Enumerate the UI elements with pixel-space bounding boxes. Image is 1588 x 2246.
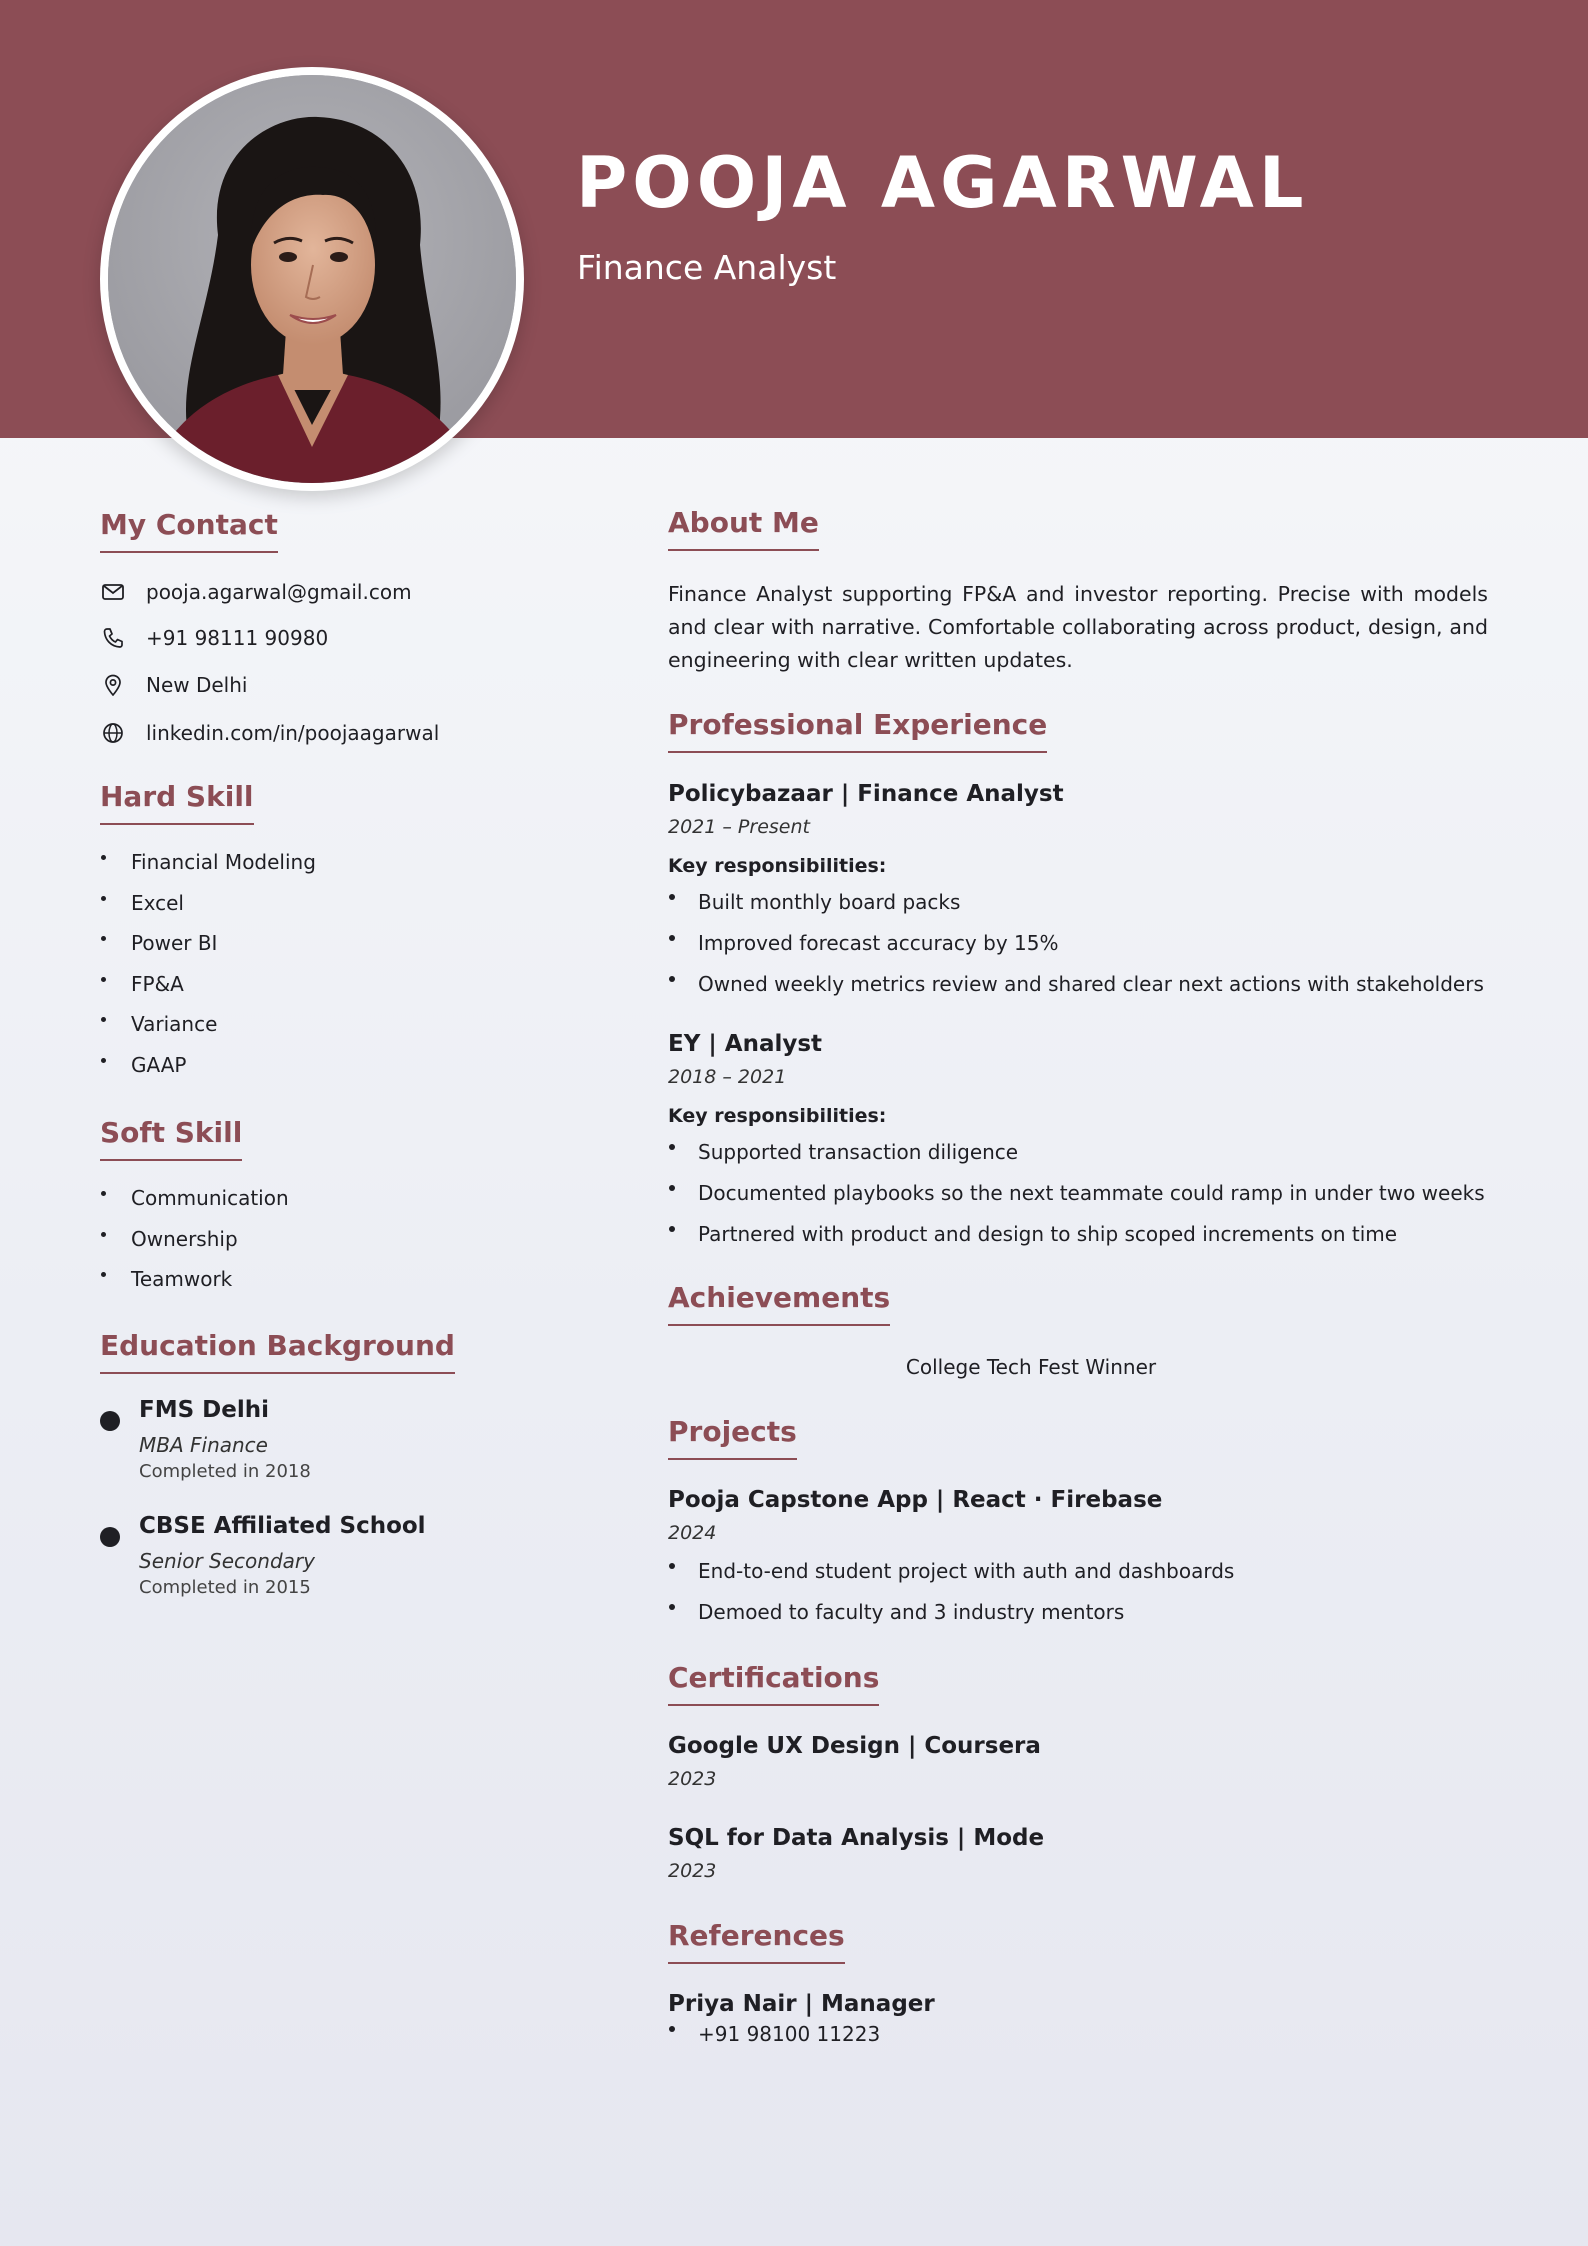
contact-section-title: My Contact [100, 508, 278, 553]
projects-section-title: Projects [668, 1415, 797, 1460]
list-item: Financial Modeling [100, 842, 316, 883]
list-item: Ownership [100, 1219, 289, 1260]
project-bullets [668, 1551, 1234, 1633]
list-item: FP&A [100, 964, 316, 1005]
list-item: Built monthly board packs [668, 882, 1484, 923]
contact-phone-text: +91 98111 90980 [146, 626, 329, 650]
contact-email[interactable] [100, 577, 412, 607]
certifications-section-title: Certifications [668, 1661, 879, 1706]
education-school: FMS Delhi [139, 1397, 270, 1423]
references-section-title: References [668, 1919, 845, 1964]
list-item: Documented playbooks so the next teammate could ramp in under two weeks [668, 1173, 1485, 1214]
responsibilities-label: Key responsibilities: [668, 1105, 887, 1127]
profile-photo [108, 75, 516, 483]
list-item: Partnered with product and design to ship scoped increments on time [668, 1214, 1485, 1255]
mail-icon [100, 579, 126, 605]
profile-photo-frame [100, 67, 524, 491]
certification-year: 2023 [668, 1860, 717, 1882]
certification-title: Google UX Design | Coursera [668, 1733, 1041, 1759]
candidate-name: POOJA AGARWAL [576, 142, 1309, 224]
list-item: Demoed to faculty and 3 industry mentors [668, 1592, 1234, 1633]
contact-location-text: New Delhi [146, 673, 248, 697]
responsibilities-list [668, 882, 1484, 1005]
list-item: Excel [100, 883, 316, 924]
certification-year: 2023 [668, 1768, 717, 1790]
contact-location [100, 670, 247, 700]
certification-title: SQL for Data Analysis | Mode [668, 1825, 1045, 1851]
job-title: Policybazaar | Finance Analyst [668, 781, 1064, 807]
education-completed: Completed in 2018 [139, 1461, 311, 1482]
responsibilities-label: Key responsibilities: [668, 855, 887, 877]
about-text: Finance Analyst supporting FP&A and investor reporting. Precise with models and clear with narrative. Comfortable collaborating across product, design, and engineering with clear written updates. [668, 582, 1488, 672]
contact-linkedin-text: linkedin.com/in/poojaagarwal [146, 721, 440, 745]
soft-skill-section-title: Soft Skill [100, 1116, 242, 1161]
reference-phone: +91 98100 11223 [668, 2014, 880, 2055]
education-section-title: Education Background [100, 1329, 455, 1374]
experience-section-title: Professional Experience [668, 708, 1047, 753]
hard-skill-list [100, 842, 316, 1085]
job-dates: 2018 – 2021 [668, 1066, 787, 1088]
list-item: Teamwork [100, 1259, 289, 1300]
contact-email-text: pooja.agarwal@gmail.com [146, 580, 412, 604]
phone-icon [100, 625, 126, 651]
education-school: CBSE Affiliated School [139, 1513, 426, 1539]
job-title: EY | Analyst [668, 1031, 823, 1057]
about-section-title: About Me [668, 506, 819, 551]
project-year: 2024 [668, 1522, 717, 1544]
bullet-dot [100, 1411, 120, 1431]
list-item: Owned weekly metrics review and shared clear next actions with stakeholders [668, 964, 1484, 1005]
location-pin-icon [100, 672, 126, 698]
contact-linkedin[interactable] [100, 718, 439, 748]
list-item: End-to-end student project with auth and dashboards [668, 1551, 1234, 1592]
hard-skill-section-title: Hard Skill [100, 780, 254, 825]
list-item: Supported transaction diligence [668, 1132, 1485, 1173]
list-item: Variance [100, 1004, 316, 1045]
achievements-section-title: Achievements [668, 1281, 890, 1326]
soft-skill-list [100, 1178, 289, 1300]
contact-phone[interactable] [100, 623, 328, 653]
reference-name: Priya Nair | Manager [668, 1991, 935, 2017]
list-item: GAAP [100, 1045, 316, 1086]
list-item: Improved forecast accuracy by 15% [668, 923, 1484, 964]
responsibilities-list [668, 1132, 1485, 1255]
job-dates: 2021 – Present [668, 816, 810, 838]
reference-contact-list [668, 2014, 880, 2055]
achievement-item: College Tech Fest Winner [905, 1355, 1157, 1379]
education-degree: Senior Secondary [139, 1549, 315, 1573]
candidate-role: Finance Analyst [577, 248, 837, 287]
education-completed: Completed in 2015 [139, 1577, 311, 1598]
project-title: Pooja Capstone App | React · Firebase [668, 1487, 1163, 1513]
globe-icon [100, 720, 126, 746]
list-item: Power BI [100, 923, 316, 964]
bullet-dot [100, 1527, 120, 1547]
list-item: Communication [100, 1178, 289, 1219]
education-degree: MBA Finance [139, 1433, 268, 1457]
